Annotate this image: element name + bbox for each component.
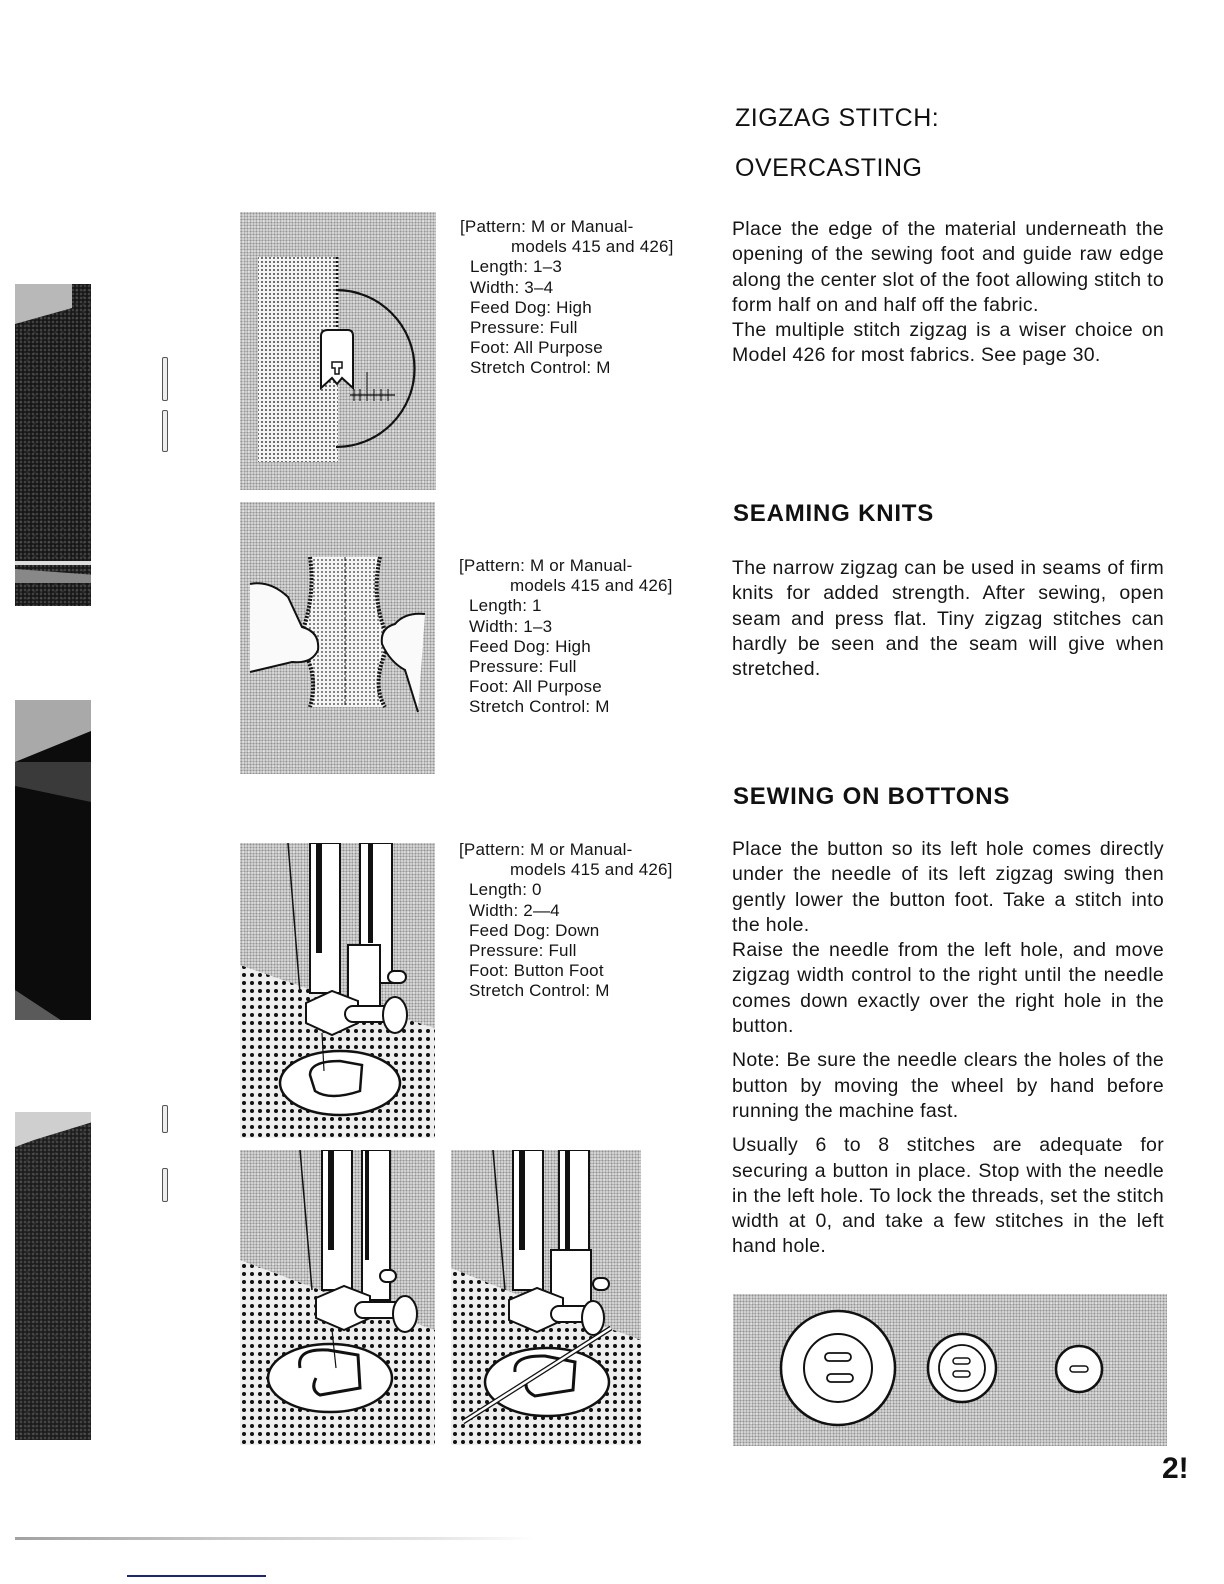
section-title-sewing-on-buttons: SEWING ON BOTTONS <box>733 783 1011 810</box>
pressure-setting: Pressure: Full <box>470 318 578 338</box>
foot-setting: Foot: Button Foot <box>469 961 604 981</box>
overcasting-settings <box>460 217 674 379</box>
button-foot-illustration-1 <box>240 843 435 1138</box>
width-setting: Width: 2—4 <box>469 900 560 920</box>
edge-photo-strip-top <box>15 284 91 606</box>
binding-mark <box>162 410 168 452</box>
paragraph: The narrow zigzag can be used in seams of firm knits for added strength. After sewing, open seam and press flat. Tiny zigzag stitches can hardly be seen and the seam will give when stretched. <box>732 557 1164 681</box>
medium-four-hole-button-icon <box>928 1334 996 1402</box>
length-setting: Length: 1 <box>469 596 542 616</box>
foot-setting: Foot: All Purpose <box>470 338 603 358</box>
page-number: 2! <box>1162 1452 1189 1485</box>
stretch-control-setting: Stretch Control: M <box>469 981 610 1001</box>
length-setting: Length: 1–3 <box>470 257 563 277</box>
large-four-hole-button-icon <box>781 1311 895 1425</box>
small-two-hole-button-icon <box>1056 1346 1102 1392</box>
paragraph: Place the edge of the material underneath the opening of the sewing foot and guide raw edge along the center slot of the foot allowing stitch to form half on and half off the fabric. <box>732 218 1164 316</box>
stretch-control-setting: Stretch Control: M <box>469 697 610 717</box>
pressure-setting: Pressure: Full <box>469 941 577 961</box>
binding-mark <box>162 1105 168 1133</box>
pattern-models: models 415 and 426] <box>511 237 674 257</box>
button-foot-left-hole-icon <box>240 1150 435 1445</box>
paragraph: The multiple stitch zigzag is a wiser choice on Model 426 for most fabrics. See page 30. <box>732 319 1164 367</box>
feed-dog-setting: Feed Dog: Down <box>469 920 600 940</box>
pattern-setting: [Pattern: M or Manual- <box>460 217 634 236</box>
length-setting: Length: 0 <box>469 880 542 900</box>
buttons-icon <box>733 1294 1167 1446</box>
section-title-overcasting: OVERCASTING <box>735 154 923 182</box>
seaming-knits-settings <box>459 556 673 718</box>
binding-mark <box>162 1168 168 1202</box>
pattern-models: models 415 and 426] <box>510 576 673 596</box>
button-foot-illustration-2 <box>240 1150 435 1445</box>
pattern-setting: [Pattern: M or Manual- <box>459 840 633 859</box>
paragraph: Place the button so its left hole comes directly under the needle of its left zigzag swing then gently lower the button foot. Take a stitch into the hole. <box>732 838 1164 936</box>
section-title-zigzag-stitch: ZIGZAG STITCH: <box>735 104 940 132</box>
button-foot-with-pin-icon <box>451 1150 641 1445</box>
width-setting: Width: 1–3 <box>469 616 553 636</box>
button-samples-illustration <box>733 1294 1167 1446</box>
feed-dog-setting: Feed Dog: High <box>470 297 592 317</box>
section-title-seaming-knits: SEAMING KNITS <box>733 500 935 527</box>
seaming-knits-body <box>732 556 1164 682</box>
binding-mark <box>162 357 168 401</box>
sewing-on-buttons-settings <box>459 840 673 1002</box>
edge-photo-strip-bottom <box>15 1112 91 1440</box>
pressure-setting: Pressure: Full <box>469 657 577 677</box>
width-setting: Width: 3–4 <box>470 277 554 297</box>
hands-stretching-seam-icon <box>240 502 435 774</box>
button-foot-icon <box>240 843 435 1138</box>
accent-underline <box>127 1575 266 1577</box>
overcasting-illustration <box>240 212 436 490</box>
feed-dog-setting: Feed Dog: High <box>469 636 591 656</box>
sewing-on-buttons-body <box>732 837 1164 1260</box>
paragraph: Usually 6 to 8 stitches are adequate for securing a button in place. Stop with the needle in the left hole. To lock the threads, set the stitch width at 0, and take a few stitches in the left hand hole. <box>732 1134 1164 1258</box>
pattern-setting: [Pattern: M or Manual- <box>459 556 633 575</box>
edge-photo-strip-middle <box>15 700 91 1020</box>
pattern-models: models 415 and 426] <box>510 860 673 880</box>
button-foot-illustration-3 <box>451 1150 641 1445</box>
scan-edge-line <box>15 1537 535 1540</box>
foot-setting: Foot: All Purpose <box>469 677 602 697</box>
presser-foot-diagram-icon <box>240 212 436 490</box>
paragraph: Raise the needle from the left hole, and move zigzag width control to the right until the needle comes down exactly over the right hole in the button. <box>732 939 1164 1038</box>
overcasting-body <box>732 217 1164 369</box>
note-paragraph: Note: Be sure the needle clears the holes of the button by moving the wheel by hand before running the machine fast. <box>732 1049 1164 1122</box>
seaming-knits-illustration <box>240 502 435 774</box>
stretch-control-setting: Stretch Control: M <box>470 358 611 378</box>
